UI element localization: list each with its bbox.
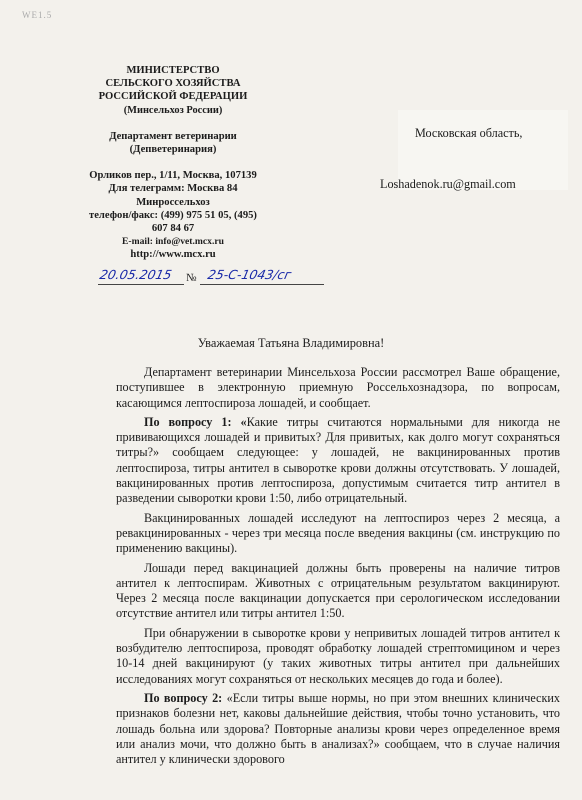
ministry-line-1: МИНИСТЕРСТВО [126,65,220,76]
paragraph-4: Лошади перед вакцинацией должны быть проверены на наличие титров антител к лептоспирам. Животных с отрицательным результатом вакцинируют. Через 2 месяца после вакцинации допускается при серологическом исследовании отсутствие антител или титры антител 1:50. [116,560,560,621]
department-name: Департамент ветеринарии [109,130,237,142]
ministry-line-3: РОССИЙСКОЙ ФЕДЕРАЦИИ [98,91,248,103]
address-line-3: Минроссельхоз [136,196,210,208]
sender-letterhead [82,64,264,262]
question-2-lead: По вопросу 2: [144,690,227,705]
handwritten-reg-number: 25-С-1043/сг [206,267,293,282]
question-1-lead: По вопросу 1: « [144,414,247,429]
department-short-name: (Депветеринария) [129,144,217,156]
addressee-email: Loshadenok.ru@gmail.com [380,177,516,191]
paragraph-3: Вакцинированных лошадей исследуют на лептоспироз через 2 месяца, а ревакцинированных - через три месяца после введения вакцины (см. инструкцию по применению вакцины). [116,510,560,556]
phone-line-continued: 607 84 67 [151,223,195,235]
ministry-short-name: (Минсельхоз России) [123,104,223,116]
letter-body [116,365,560,767]
email-line: E-mail: info@vet.mcx.ru [122,236,224,248]
ministry-line-2: СЕЛЬСКОГО ХОЗЯЙСТВА [105,78,241,90]
date-underline [98,284,184,285]
paragraph-2: По вопросу 1: «Какие титры считаются нормальными для никогда не прививающихся лошадей и привитых? Для привитых, как долго могут сохраняться титры?» сообщаем следующее: у лошадей, не вакцинированных против лептоспироза, титры антител в сыворотке крови должны отсутствовать. У лошадей, вакцинированных против лептоспироза, допустимым считается титр антител в разведении сыворотки крови 1:50, либо отрицательный. [116,414,560,506]
handwritten-date: 20.05.2015 [98,267,174,282]
number-sign: № [186,272,197,284]
paragraph-5: При обнаружении в сыворотке крови у непривитых лошадей титров антител к возбудителю лептоспироза, проводят обработку лошадей стрептомицином и через 10-14 дней вакцинируют (у таких животных титры антител при дальнейших исследованиях могут сохраняться от нескольких месяцев до года и более). [116,625,560,686]
address-line-1: Орликов пер., 1/11, Москва, 107139 [89,170,257,182]
paragraph-1: Департамент ветеринарии Минсельхоза России рассмотрел Ваше обращение, поступившее в электронную приемную Россельхознадзора, по вопросам, касающимся лептоспироза лошадей, и сообщает. [116,365,560,410]
registration-line [98,261,328,285]
address-line-2: Для телеграмм: Москва 84 [108,183,238,195]
paragraph-6: По вопросу 2: «Если титры выше нормы, но при этом внешних клинических признаков болезни нет, каковы дальнейшие действия, чтобы точно установить, что лошадь больна или здорова? Повторные анализы крови через определенное время или анализ мочи, что должно быть в анализах?» сообщаем, что в случае наличия антител у клинически здорового [116,690,560,767]
corner-mark: WE1.5 [22,10,53,20]
greeting: Уважаемая Татьяна Владимировна! [197,336,385,350]
addressee-region: Московская область, [415,126,523,140]
number-underline [200,284,324,285]
phone-line: телефон/факс: (499) 975 51 05, (495) [89,209,257,221]
website-line: http://www.mcx.ru [130,249,216,261]
